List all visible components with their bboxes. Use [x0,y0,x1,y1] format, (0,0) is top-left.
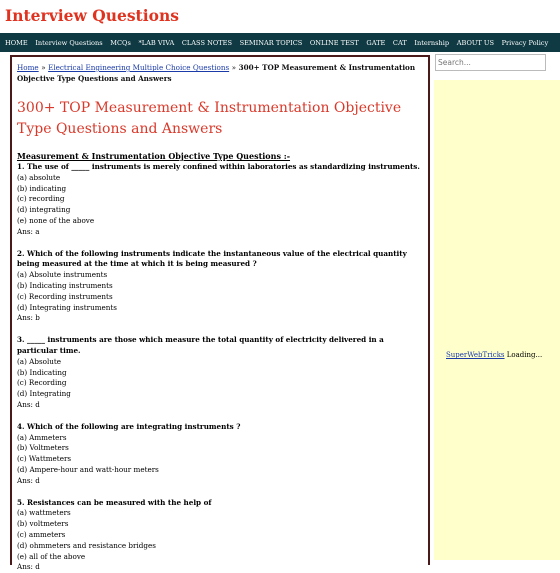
answer-option: (a) wattmeters [17,508,71,518]
main-navigation [0,33,560,52]
nav-item-interview-questions[interactable]: Interview Questions [35,38,103,47]
answer-key: Ans: b [17,313,40,323]
question-spacer [17,238,424,249]
answer-option: (a) absolute [17,172,61,182]
question-spacer [17,487,424,498]
nav-item-home[interactable]: HOME [5,38,28,47]
answer-key: Ans: d [17,562,40,572]
answer-option: (d) integrating [17,205,71,215]
nav-item-internship[interactable]: Internship [414,38,450,47]
answer-option: (a) Absolute [17,356,62,366]
sidebar-widget-area [434,80,560,560]
main-content [10,55,430,572]
nav-list [0,33,560,52]
breadcrumb-category-link[interactable]: Electrical Engineering Multiple Choice Questions [48,63,230,72]
question-text: 2. Which of the following instruments indicate the instantaneous value of the electrical quantity being measured at the time at which it is being measured ? [17,248,407,269]
question-item [17,335,424,411]
breadcrumb-separator: » [41,63,46,72]
widget-loading-text: Loading... [504,351,543,359]
question-text: 5. Resistances can be measured with the help of [17,497,212,507]
nav-item-gate[interactable]: GATE [366,38,386,47]
breadcrumb [17,62,424,84]
question-item [17,162,424,238]
site-header [0,0,560,33]
nav-item-mcqs[interactable]: MCQs [110,38,131,47]
question-text: 4. Which of the following are integrating instruments ? [17,421,241,431]
answer-key: Ans: d [17,475,40,485]
answer-option: (c) Wattmeters [17,454,72,464]
breadcrumb-separator: » [231,63,237,72]
answer-option: (d) Integrating [17,389,71,399]
answer-option: (b) voltmeters [17,519,69,529]
question-text: 1. The use of _____ instruments is merely confined within laboratories as standardizing instruments. [17,162,420,171]
question-list [17,162,424,573]
question-text: 3. _____ instruments are those which measure the total quantity of electricity delivered in a particular time. [17,335,384,355]
superwebtricks-link[interactable]: SuperWebTricks [446,351,505,359]
question-spacer [17,411,424,422]
answer-option: (d) Ampere-hour and watt-hour meters [17,464,159,474]
question-item [17,498,424,573]
answer-option: (c) recording [17,194,65,204]
answer-option: (a) Absolute instruments [17,270,108,280]
answer-option: (c) Recording instruments [17,291,113,301]
answer-option: (b) Indicating instruments [17,280,113,290]
question-spacer [17,324,424,335]
nav-item-privacy-policy[interactable]: Privacy Policy [501,38,549,47]
breadcrumb-current: 300+ TOP Measurement & Instrumentation Objective Type Questions and Answers [17,63,416,83]
sidebar-widget [446,351,542,359]
question-item [17,422,424,487]
nav-item-online-test[interactable]: ONLINE TEST [309,38,359,47]
answer-option: (e) none of the above [17,215,95,225]
answer-option: (d) Integrating instruments [17,302,117,312]
post-title: 300+ TOP Measurement & Instrumentation Objective Type Questions and Answers [17,100,402,137]
section-heading: Measurement & Instrumentation Objective Type Questions :- [17,151,291,161]
search-input[interactable] [435,54,546,71]
answer-option: (b) Voltmeters [17,443,69,453]
answer-option: (c) Recording [17,378,67,388]
answer-option: (b) Indicating [17,367,67,377]
question-item [17,249,424,325]
answer-key: Ans: a [17,226,40,236]
site-title[interactable]: Interview Questions [5,6,179,25]
nav-item-class-notes[interactable]: CLASS NOTES [181,38,232,47]
answer-option: (a) Ammeters [17,432,67,442]
answer-option: (c) ammeters [17,529,66,539]
nav-item-seminar-topics[interactable]: SEMINAR TOPICS [239,38,303,47]
answer-key: Ans: d [17,399,40,409]
answer-option: (b) indicating [17,183,67,193]
breadcrumb-home-link[interactable]: Home [17,63,39,72]
nav-item-lab-viva[interactable]: *LAB VIVA [138,38,175,47]
answer-option: (e) all of the above [17,551,86,561]
nav-item-cat[interactable]: CAT [392,38,407,47]
answer-option: (d) ohmmeters and resistance bridges [17,540,156,550]
nav-item-about-us[interactable]: ABOUT US [456,38,494,47]
